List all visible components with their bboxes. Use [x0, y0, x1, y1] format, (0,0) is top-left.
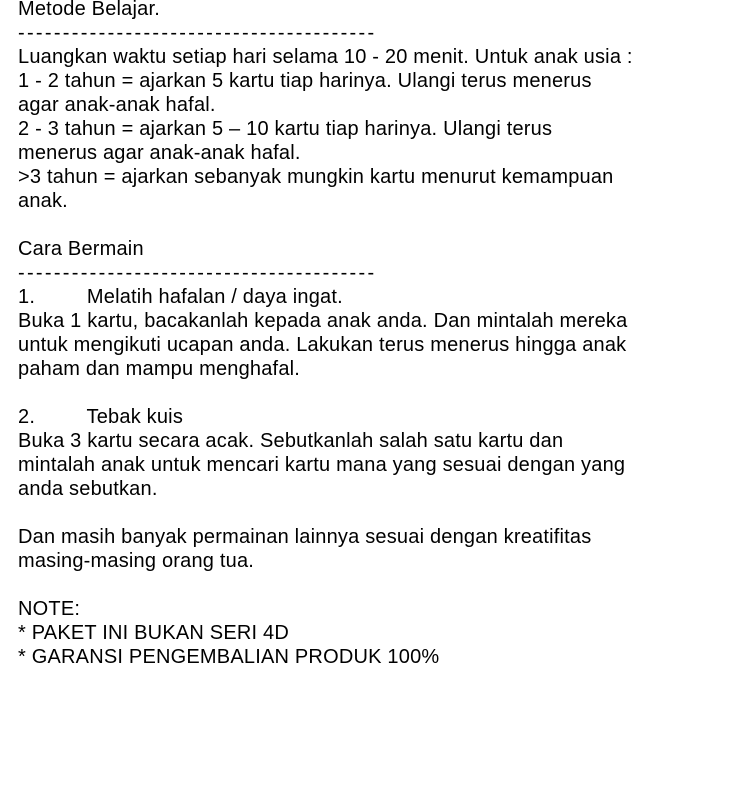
text-line: >3 tahun = ajarkan sebanyak mungkin kartu menurut kemampuan: [18, 166, 614, 188]
text-line: Buka 3 kartu secara acak. Sebutkanlah salah satu kartu dan: [18, 430, 564, 452]
text-line: Dan masih banyak permainan lainnya sesuai dengan kreatifitas: [18, 526, 592, 548]
text-line: * GARANSI PENGEMBALIAN PRODUK 100%: [18, 646, 440, 668]
separator-line: ----------------------------------------: [18, 22, 377, 44]
blank-line: [18, 381, 730, 405]
text-line: menerus agar anak-anak hafal.: [18, 142, 301, 164]
blank-line: [18, 501, 730, 525]
text-line: NOTE:: [18, 598, 81, 620]
text-line: mintalah anak untuk mencari kartu mana yang sesuai dengan yang: [18, 454, 626, 476]
text-line: Buka 1 kartu, bacakanlah kepada anak anda. Dan mintalah mereka: [18, 310, 628, 332]
text-line: paham dan mampu menghafal.: [18, 358, 301, 380]
text-line: anda sebutkan.: [18, 478, 158, 500]
blank-line: [18, 573, 730, 597]
text-line: anak.: [18, 190, 68, 212]
text-line: agar anak-anak hafal.: [18, 94, 216, 116]
separator-line: ----------------------------------------: [18, 262, 377, 284]
text-line: 1 - 2 tahun = ajarkan 5 kartu tiap harinya. Ulangi terus menerus: [18, 70, 592, 92]
text-line: * PAKET INI BUKAN SERI 4D: [18, 622, 290, 644]
text-line: 1. Melatih hafalan / daya ingat.: [18, 286, 343, 308]
text-line: Luangkan waktu setiap hari selama 10 - 20 menit. Untuk anak usia :: [18, 46, 633, 68]
text-line: masing-masing orang tua.: [18, 550, 255, 572]
text-line: 2. Tebak kuis: [18, 406, 184, 428]
blank-line: [18, 213, 730, 237]
text-line: Cara Bermain: [18, 238, 144, 260]
text-line: untuk mengikuti ucapan anda. Lakukan terus menerus hingga anak: [18, 334, 627, 356]
text-line: 2 - 3 tahun = ajarkan 5 – 10 kartu tiap harinya. Ulangi terus: [18, 118, 553, 140]
text-line: Metode Belajar.: [18, 0, 160, 20]
